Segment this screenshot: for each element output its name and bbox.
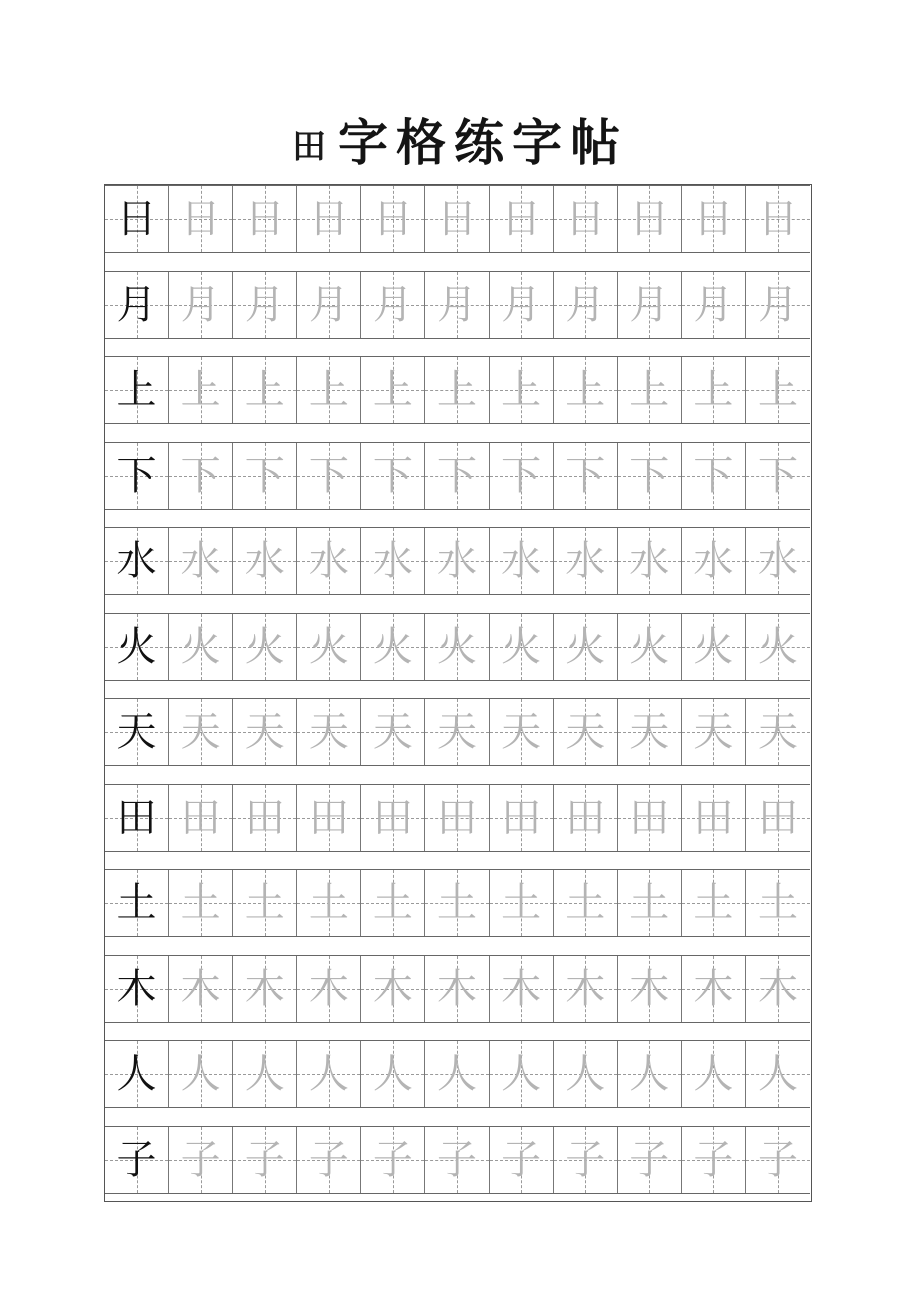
trace-character: 下 [437,452,478,499]
trace-character: 月 [180,281,221,328]
model-cell [105,614,169,680]
practice-row [105,442,810,510]
trace-character: 日 [372,196,413,242]
trace-cell [746,272,810,338]
trace-character: 水 [308,538,349,584]
trace-character: 子 [693,1136,734,1183]
trace-cell [618,956,682,1022]
trace-character: 人 [501,1051,542,1097]
practice-row [105,527,810,595]
trace-character: 土 [372,880,413,926]
trace-cell [425,186,489,252]
trace-character: 田 [501,794,542,841]
trace-character: 子 [437,1136,478,1183]
trace-character: 子 [308,1136,349,1183]
trace-character: 日 [565,196,606,242]
model-cell [105,272,169,338]
trace-cell [361,1041,425,1107]
trace-cell [554,956,618,1022]
trace-cell [618,443,682,509]
trace-cell [169,870,233,936]
trace-character: 田 [629,794,670,841]
trace-character: 子 [629,1136,670,1183]
trace-character: 木 [629,965,670,1012]
trace-character: 木 [180,965,221,1012]
trace-character: 日 [180,196,221,242]
model-cell [105,528,169,594]
trace-cell [490,443,554,509]
trace-cell [746,357,810,423]
practice-row [105,698,810,766]
trace-character: 田 [757,794,798,841]
trace-character: 天 [629,709,670,755]
trace-cell [361,186,425,252]
trace-cell [169,272,233,338]
trace-character: 天 [244,709,285,755]
trace-character: 子 [244,1136,285,1183]
trace-character: 子 [565,1136,606,1183]
trace-character: 水 [565,538,606,584]
trace-cell [682,528,746,594]
trace-character: 人 [437,1051,478,1097]
model-character: 人 [116,1051,157,1097]
trace-cell [618,1127,682,1193]
trace-cell [490,785,554,851]
trace-cell [425,1127,489,1193]
practice-row [105,869,810,937]
trace-cell [361,528,425,594]
trace-character: 上 [501,367,542,413]
trace-character: 田 [244,794,285,841]
trace-cell [490,1041,554,1107]
practice-row [105,185,810,253]
trace-character: 火 [565,623,606,670]
trace-cell [618,614,682,680]
model-cell [105,785,169,851]
trace-cell [425,528,489,594]
trace-cell [361,272,425,338]
trace-character: 下 [629,452,670,499]
title-text: 字格练字帖 [338,114,628,172]
model-character: 火 [116,623,157,670]
trace-cell [233,357,297,423]
trace-cell [490,528,554,594]
trace-cell [233,528,297,594]
trace-cell [490,614,554,680]
trace-character: 火 [629,623,670,670]
trace-cell [233,870,297,936]
trace-cell [618,357,682,423]
trace-cell [618,870,682,936]
trace-cell [746,1127,810,1193]
trace-character: 火 [180,623,221,670]
trace-character: 上 [437,367,478,413]
trace-cell [554,443,618,509]
trace-character: 土 [437,880,478,926]
model-character: 土 [116,880,157,926]
trace-cell [682,699,746,765]
trace-cell [746,528,810,594]
trace-cell [618,1041,682,1107]
trace-character: 上 [629,367,670,413]
trace-character: 人 [693,1051,734,1097]
trace-character: 日 [693,196,734,242]
trace-character: 木 [372,965,413,1012]
trace-cell [169,186,233,252]
practice-row [105,613,810,681]
trace-cell [746,956,810,1022]
trace-cell [233,186,297,252]
trace-cell [554,1127,618,1193]
trace-cell [682,1127,746,1193]
model-character: 日 [116,196,157,242]
practice-row [105,955,810,1023]
trace-cell [297,1041,361,1107]
trace-character: 天 [437,709,478,755]
trace-cell [554,272,618,338]
trace-character: 月 [501,281,542,328]
trace-cell [682,956,746,1022]
trace-cell [746,699,810,765]
trace-character: 田 [372,794,413,841]
trace-character: 人 [565,1051,606,1097]
trace-character: 上 [244,367,285,413]
trace-character: 木 [501,965,542,1012]
trace-character: 子 [372,1136,413,1183]
trace-character: 月 [437,281,478,328]
trace-cell [297,614,361,680]
trace-character: 水 [757,538,798,584]
model-cell [105,1127,169,1193]
trace-cell [618,785,682,851]
trace-cell [361,443,425,509]
trace-cell [425,870,489,936]
trace-cell [233,443,297,509]
trace-cell [682,357,746,423]
trace-cell [490,956,554,1022]
trace-cell [361,785,425,851]
trace-cell [554,528,618,594]
trace-character: 子 [501,1136,542,1183]
trace-character: 木 [308,965,349,1012]
trace-character: 火 [757,623,798,670]
model-character: 月 [116,281,157,328]
trace-cell [554,785,618,851]
trace-cell [682,443,746,509]
trace-cell [746,1041,810,1107]
trace-character: 火 [372,623,413,670]
trace-cell [169,785,233,851]
trace-character: 天 [757,709,798,755]
trace-cell [746,186,810,252]
trace-cell [233,785,297,851]
trace-character: 天 [501,709,542,755]
trace-character: 火 [308,623,349,670]
trace-character: 水 [693,538,734,584]
trace-character: 上 [180,367,221,413]
model-cell [105,443,169,509]
trace-character: 土 [244,880,285,926]
model-cell [105,1041,169,1107]
model-cell [105,186,169,252]
trace-cell [425,272,489,338]
trace-character: 火 [437,623,478,670]
trace-character: 水 [501,538,542,584]
trace-character: 土 [180,880,221,926]
trace-cell [554,614,618,680]
trace-character: 田 [180,794,221,841]
trace-character: 田 [437,794,478,841]
trace-character: 木 [437,965,478,1012]
trace-character: 日 [308,196,349,242]
trace-cell [425,443,489,509]
trace-cell [425,614,489,680]
trace-character: 土 [629,880,670,926]
trace-cell [297,272,361,338]
trace-character: 水 [180,538,221,584]
trace-character: 日 [244,196,285,242]
trace-character: 下 [180,452,221,499]
trace-character: 月 [693,281,734,328]
trace-character: 上 [372,367,413,413]
trace-cell [361,956,425,1022]
trace-character: 人 [372,1051,413,1097]
trace-cell [746,443,810,509]
trace-cell [233,1127,297,1193]
model-cell [105,699,169,765]
trace-character: 土 [501,880,542,926]
trace-character: 土 [565,880,606,926]
trace-character: 上 [757,367,798,413]
trace-cell [425,357,489,423]
trace-character: 木 [693,965,734,1012]
trace-cell [233,699,297,765]
trace-cell [682,186,746,252]
practice-row [105,271,810,339]
trace-cell [490,357,554,423]
trace-cell [297,699,361,765]
trace-cell [682,870,746,936]
trace-cell [297,1127,361,1193]
trace-character: 天 [180,709,221,755]
trace-cell [169,528,233,594]
trace-character: 下 [501,452,542,499]
trace-character: 人 [244,1051,285,1097]
title-grid-prefix: 田 [292,126,326,167]
trace-cell [490,699,554,765]
trace-character: 子 [757,1136,798,1183]
trace-cell [425,1041,489,1107]
model-cell [105,870,169,936]
trace-character: 月 [372,281,413,328]
trace-character: 日 [501,196,542,242]
trace-cell [297,956,361,1022]
trace-cell [361,1127,425,1193]
trace-cell [361,870,425,936]
trace-cell [169,1041,233,1107]
model-character: 子 [116,1136,157,1183]
trace-cell [618,699,682,765]
trace-cell [554,699,618,765]
page-title [0,104,920,174]
trace-cell [490,870,554,936]
trace-character: 火 [693,623,734,670]
trace-cell [425,785,489,851]
trace-character: 火 [501,623,542,670]
trace-cell [361,357,425,423]
trace-character: 土 [693,880,734,926]
model-character: 田 [116,794,157,841]
trace-cell [490,186,554,252]
trace-character: 月 [308,281,349,328]
trace-cell [169,357,233,423]
trace-character: 月 [244,281,285,328]
trace-character: 田 [308,794,349,841]
trace-cell [169,614,233,680]
trace-cell [554,1041,618,1107]
trace-cell [297,186,361,252]
practice-sheet [104,184,812,1202]
trace-character: 子 [180,1136,221,1183]
trace-cell [618,186,682,252]
trace-character: 下 [244,452,285,499]
trace-cell [554,870,618,936]
trace-cell [297,528,361,594]
trace-character: 水 [437,538,478,584]
trace-character: 土 [308,880,349,926]
trace-character: 天 [565,709,606,755]
trace-cell [297,870,361,936]
trace-character: 月 [629,281,670,328]
model-character: 天 [116,709,157,755]
trace-character: 人 [629,1051,670,1097]
trace-character: 田 [565,794,606,841]
trace-character: 火 [244,623,285,670]
trace-cell [554,357,618,423]
trace-character: 水 [629,538,670,584]
trace-cell [682,1041,746,1107]
trace-cell [297,785,361,851]
trace-character: 上 [565,367,606,413]
model-character: 下 [116,452,157,499]
trace-character: 天 [372,709,413,755]
trace-character: 上 [693,367,734,413]
trace-cell [682,272,746,338]
trace-character: 下 [693,452,734,499]
trace-character: 人 [308,1051,349,1097]
trace-character: 人 [757,1051,798,1097]
trace-cell [169,956,233,1022]
trace-character: 田 [693,794,734,841]
trace-cell [490,1127,554,1193]
trace-cell [746,785,810,851]
trace-cell [169,443,233,509]
trace-cell [746,870,810,936]
trace-cell [297,357,361,423]
trace-cell [361,614,425,680]
trace-cell [233,956,297,1022]
trace-character: 木 [757,965,798,1012]
model-cell [105,357,169,423]
trace-cell [425,699,489,765]
trace-cell [682,614,746,680]
trace-character: 下 [372,452,413,499]
model-character: 水 [116,538,157,584]
practice-row [105,784,810,852]
trace-cell [682,785,746,851]
trace-character: 日 [757,196,798,242]
trace-cell [618,272,682,338]
trace-character: 土 [757,880,798,926]
trace-character: 天 [693,709,734,755]
trace-cell [297,443,361,509]
trace-character: 日 [629,196,670,242]
trace-cell [618,528,682,594]
trace-character: 人 [180,1051,221,1097]
trace-character: 下 [565,452,606,499]
practice-row [105,1040,810,1108]
trace-character: 下 [308,452,349,499]
trace-character: 木 [565,965,606,1012]
trace-cell [490,272,554,338]
trace-cell [361,699,425,765]
trace-cell [233,1041,297,1107]
practice-row [105,356,810,424]
trace-cell [425,956,489,1022]
trace-character: 上 [308,367,349,413]
trace-character: 日 [437,196,478,242]
trace-character: 天 [308,709,349,755]
trace-cell [169,1127,233,1193]
trace-cell [746,614,810,680]
model-cell [105,956,169,1022]
trace-character: 月 [757,281,798,328]
trace-cell [169,699,233,765]
trace-character: 木 [244,965,285,1012]
trace-cell [233,272,297,338]
model-character: 木 [116,965,157,1012]
trace-character: 水 [372,538,413,584]
trace-cell [233,614,297,680]
trace-character: 月 [565,281,606,328]
trace-character: 下 [757,452,798,499]
model-character: 上 [116,367,157,413]
trace-cell [554,186,618,252]
practice-row [105,1126,810,1194]
trace-character: 水 [244,538,285,584]
